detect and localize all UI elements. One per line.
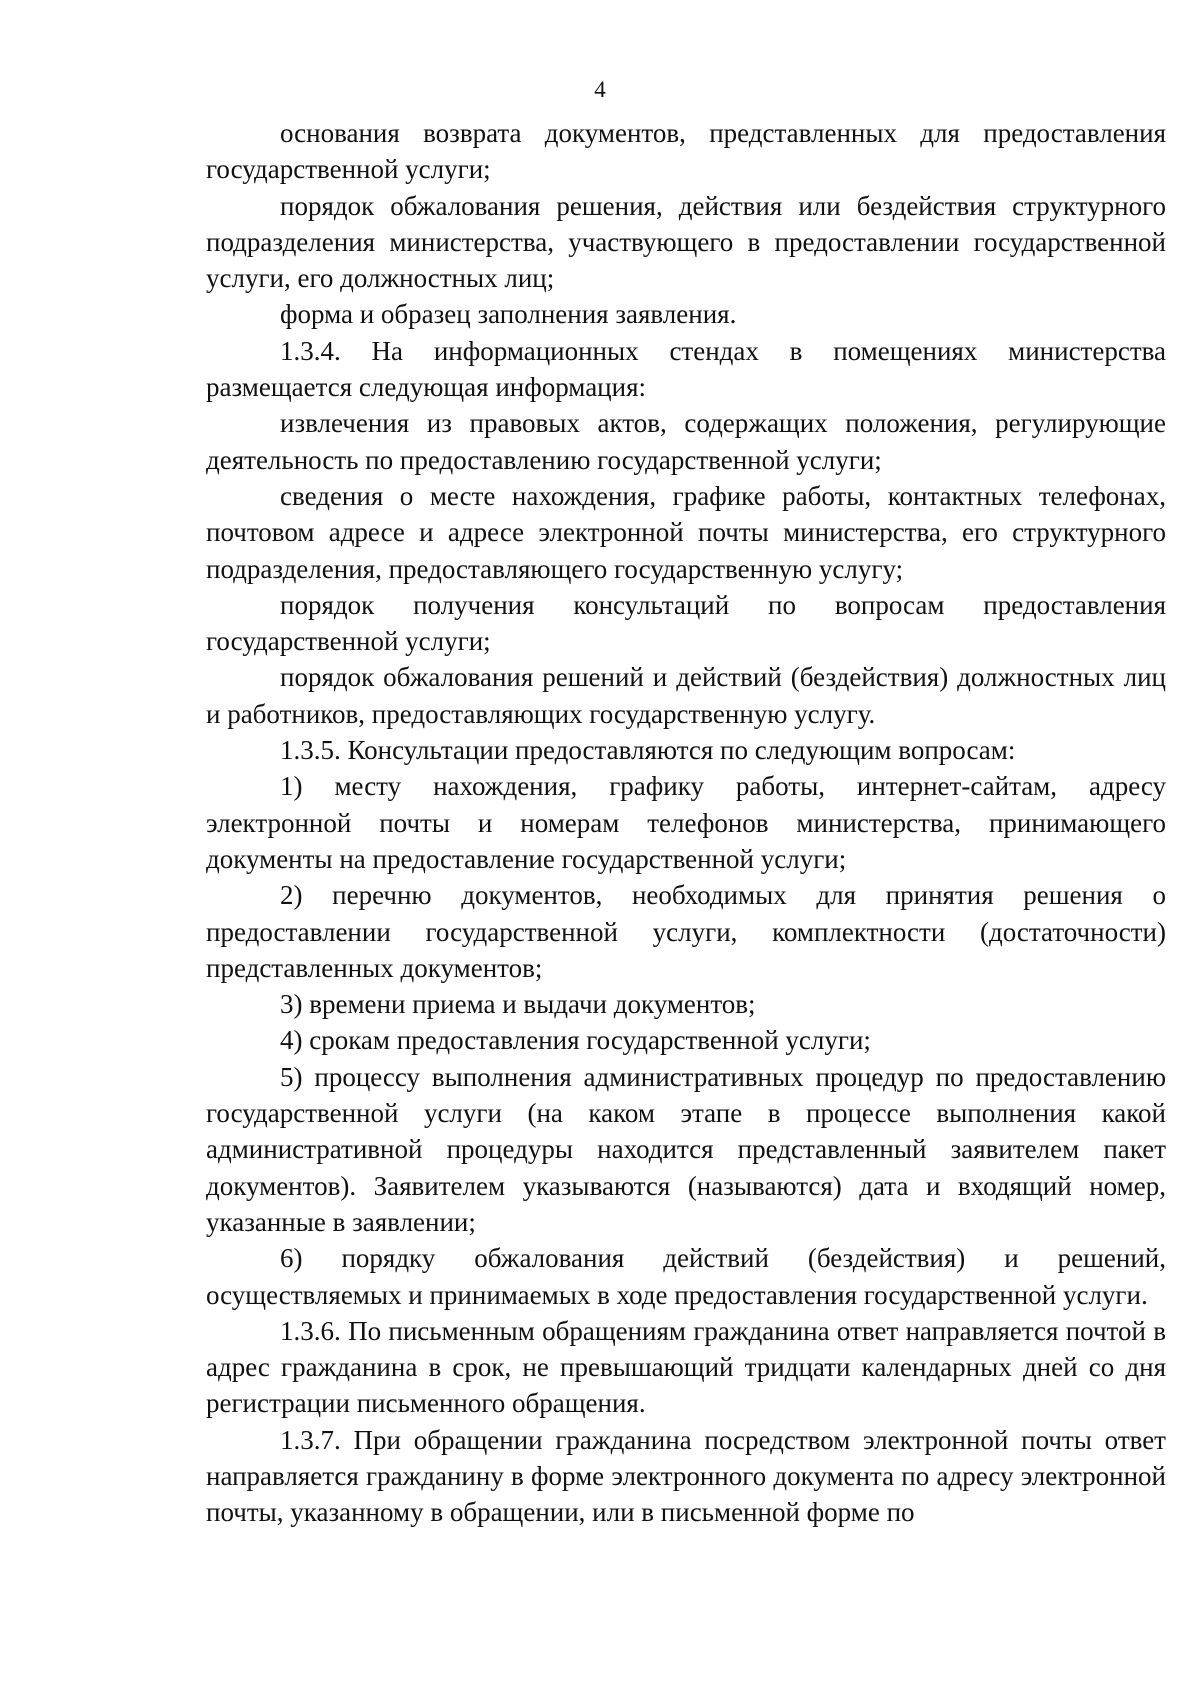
paragraph: 1.3.7. При обращении гражданина посредством электронной почты ответ направляется гражданину в форме электронного документа по адресу электронной почты, указанному в обращении, или в письменной форме по	[206, 1424, 1166, 1528]
paragraph: 3) времени приема и выдачи документов;	[280, 989, 756, 1020]
paragraph: 5) процессу выполнения административных процедур по предоставлению государственной услуги (на каком этапе в процессе выполнения какой административной процедуры находится представленный заявителем пакет документов). Заявителем указываются (называются) дата и входящий номер, указанные в заявлении;	[206, 1061, 1166, 1237]
paragraph: 1.3.4. На информационных стендах в помещениях министерства размещается следующая информация:	[206, 335, 1166, 403]
paragraph: 4) срокам предоставления государственной услуги;	[280, 1025, 871, 1056]
paragraph: 1.3.5. Консультации предоставляются по следующим вопросам:	[280, 735, 1016, 766]
paragraph: порядок обжалования решений и действий (бездействия) должностных лиц и работников, предоставляющих государственную услугу.	[206, 662, 1166, 729]
paragraph: сведения о месте нахождения, графике работы, контактных телефонах, почтовом адресе и адресе электронной почты министерства, его структурного подразделения, предоставляющего государственную услугу;	[206, 480, 1166, 584]
paragraph: 1) месту нахождения, графику работы, интернет-сайтам, адресу электронной почты и номерам телефонов министерства, принимающего документы на предоставление государственной услуги;	[206, 771, 1166, 874]
paragraph: 2) перечню документов, необходимых для принятия решения о предоставлении государственной услуги, комплектности (достаточности) представленных документов;	[206, 880, 1166, 983]
paragraph: порядок получения консультаций по вопросам предоставления государственной услуги;	[206, 589, 1166, 657]
paragraph: форма и образец заполнения заявления.	[280, 299, 737, 330]
page-number-text: 4	[594, 77, 606, 102]
paragraph: 6) порядку обжалования действий (бездействия) и решений, осуществляемых и принимаемых в ходе предоставления государственной услуги.	[206, 1243, 1166, 1310]
paragraph: извлечения из правовых актов, содержащих положения, регулирующие деятельность по предоставлению государственной услуги;	[206, 408, 1166, 475]
paragraph: порядок обжалования решения, действия или бездействия структурного подразделения министерства, участвующего в предоставлении государственной услуги, его должностных лиц;	[206, 190, 1166, 294]
document-body	[206, 115, 1166, 1531]
page-number	[0, 78, 1200, 102]
paragraph: основания возврата документов, представленных для предоставления государственной услуги;	[206, 118, 1166, 185]
paragraph: 1.3.6. По письменным обращениям гражданина ответ направляется почтой в адрес гражданина в срок, не превышающий тридцати календарных дней со дня регистрации письменного обращения.	[206, 1315, 1166, 1419]
